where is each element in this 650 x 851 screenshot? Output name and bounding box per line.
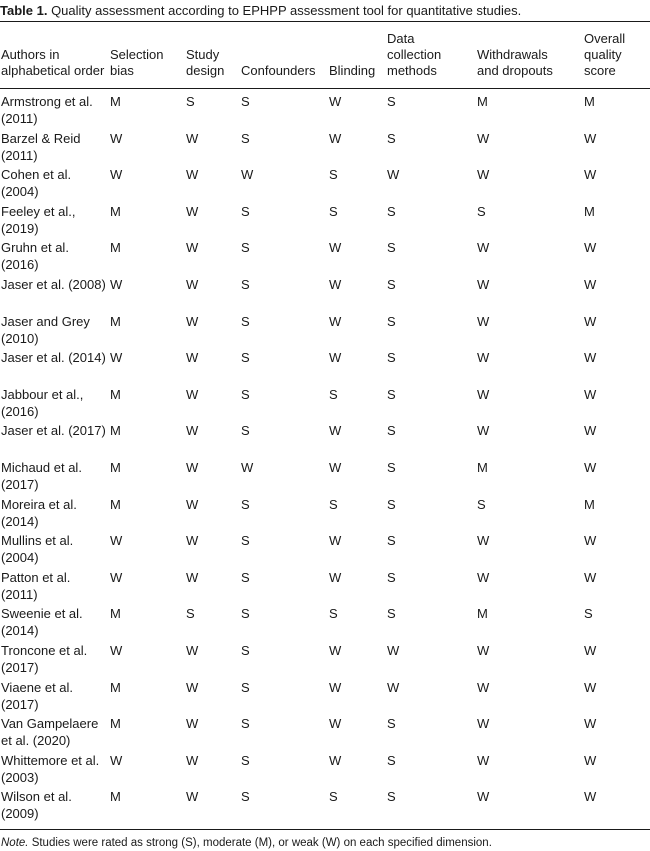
cell-blinding: W <box>329 679 342 695</box>
cell-study-design: W <box>186 679 199 695</box>
cell-confounders: S <box>241 240 250 256</box>
cell-author: Armstrong et al. (2011) <box>1 94 93 126</box>
cell-confounders: S <box>241 642 250 658</box>
cell-author: Troncone et al. (2017) <box>1 642 88 675</box>
cell-overall-quality-score: M <box>584 203 595 219</box>
cell-overall-quality-score: W <box>584 533 597 549</box>
table-body <box>0 89 650 821</box>
cell-withdrawals-and-dropouts: W <box>477 313 490 329</box>
cell-withdrawals-and-dropouts: W <box>477 350 490 366</box>
note-text: Studies were rated as strong (S), moderate (M), or weak (W) on each specified dimension. <box>28 837 492 849</box>
table-header <box>0 22 650 88</box>
cell-study-design: W <box>186 130 199 146</box>
cell-study-design: W <box>186 386 199 402</box>
cell-author: Michaud et al. (2017) <box>1 459 82 492</box>
cell-study-design: W <box>186 423 199 439</box>
cell-data-collection-methods: S <box>387 313 396 329</box>
cell-overall-quality-score: W <box>584 459 597 475</box>
cell-selection-bias: M <box>110 459 121 475</box>
cell-study-design: W <box>186 496 199 512</box>
cell-blinding: W <box>329 569 342 585</box>
cell-author: Jaser and Grey (2010) <box>1 313 90 346</box>
cell-blinding: S <box>329 496 338 512</box>
table-row <box>0 382 650 419</box>
cell-overall-quality-score: W <box>584 423 597 439</box>
cell-confounders: W <box>241 459 254 475</box>
table-row <box>0 675 650 712</box>
cell-confounders: S <box>241 276 250 292</box>
cell-data-collection-methods: S <box>387 569 396 585</box>
cell-confounders: S <box>241 496 250 512</box>
note-label: Note. <box>1 837 29 849</box>
cell-selection-bias: W <box>110 642 123 658</box>
cell-selection-bias: M <box>110 386 121 402</box>
cell-overall-quality-score: W <box>584 642 597 658</box>
cell-blinding: W <box>329 716 342 732</box>
cell-author: Jaser et al. (2017) <box>1 423 106 439</box>
cell-blinding: S <box>329 203 338 219</box>
cell-study-design: W <box>186 350 199 366</box>
cell-study-design: W <box>186 167 199 183</box>
table-row <box>0 455 650 492</box>
cell-selection-bias: W <box>110 752 123 768</box>
cell-confounders: S <box>241 130 250 146</box>
cell-blinding: W <box>329 642 342 658</box>
cell-author: Van Gampelaere et al. (2020) <box>1 716 99 749</box>
cell-selection-bias: W <box>110 533 123 549</box>
cell-withdrawals-and-dropouts: W <box>477 276 490 292</box>
table-row <box>0 638 650 675</box>
cell-selection-bias: M <box>110 423 121 439</box>
cell-overall-quality-score: W <box>584 716 597 732</box>
table-row <box>0 711 650 748</box>
cell-confounders: S <box>241 606 250 622</box>
cell-blinding: W <box>329 350 342 366</box>
cell-confounders: S <box>241 789 250 805</box>
cell-overall-quality-score: W <box>584 679 597 695</box>
table-row <box>0 784 650 821</box>
cell-author: Sweenie et al. (2014) <box>1 606 83 639</box>
cell-overall-quality-score: W <box>584 752 597 768</box>
cell-study-design: W <box>186 752 199 768</box>
cell-confounders: S <box>241 313 250 329</box>
cell-study-design: W <box>186 569 199 585</box>
cell-data-collection-methods: S <box>387 94 396 109</box>
cell-study-design: W <box>186 789 199 805</box>
cell-blinding: S <box>329 386 338 402</box>
cell-withdrawals-and-dropouts: W <box>477 716 490 732</box>
cell-selection-bias: W <box>110 130 123 146</box>
cell-data-collection-methods: S <box>387 240 396 256</box>
cell-author: Viaene et al. (2017) <box>1 679 74 712</box>
cell-selection-bias: M <box>110 94 121 109</box>
cell-selection-bias: M <box>110 716 121 732</box>
cell-author: Gruhn et al. (2016) <box>1 240 69 273</box>
bottom-rule <box>0 829 650 830</box>
cell-data-collection-methods: S <box>387 130 396 146</box>
cell-overall-quality-score: W <box>584 167 597 183</box>
table-row <box>0 126 650 163</box>
cell-author: Barzel & Reid (2011) <box>1 130 81 163</box>
cell-author: Moreira et al. (2014) <box>1 496 77 529</box>
cell-overall-quality-score: W <box>584 789 597 805</box>
cell-withdrawals-and-dropouts: W <box>477 240 490 256</box>
cell-data-collection-methods: W <box>387 167 400 183</box>
cell-study-design: W <box>186 240 199 256</box>
table-row <box>0 418 650 455</box>
cell-blinding: W <box>329 94 342 109</box>
cell-selection-bias: M <box>110 313 121 329</box>
cell-blinding: W <box>329 459 342 475</box>
cell-selection-bias: W <box>110 350 123 366</box>
cell-data-collection-methods: W <box>387 642 400 658</box>
cell-withdrawals-and-dropouts: W <box>477 642 490 658</box>
cell-confounders: S <box>241 94 250 109</box>
cell-study-design: W <box>186 276 199 292</box>
cell-selection-bias: M <box>110 679 121 695</box>
table-row <box>0 162 650 199</box>
cell-overall-quality-score: W <box>584 313 597 329</box>
cell-data-collection-methods: S <box>387 789 396 805</box>
cell-author: Patton et al. (2011) <box>1 569 71 602</box>
cell-author: Jaser et al. (2008) <box>1 276 106 292</box>
table-caption <box>0 3 650 19</box>
cell-withdrawals-and-dropouts: S <box>477 496 486 512</box>
cell-confounders: S <box>241 716 250 732</box>
cell-author: Mullins et al. (2004) <box>1 533 74 566</box>
cell-data-collection-methods: S <box>387 350 396 366</box>
cell-withdrawals-and-dropouts: W <box>477 167 490 183</box>
table-row <box>0 309 650 346</box>
cell-blinding: S <box>329 606 338 622</box>
cell-blinding: S <box>329 789 338 805</box>
cell-withdrawals-and-dropouts: W <box>477 752 490 768</box>
cell-overall-quality-score: W <box>584 386 597 402</box>
cell-data-collection-methods: S <box>387 496 396 512</box>
table-row <box>0 748 650 785</box>
cell-data-collection-methods: S <box>387 203 396 219</box>
header-study-design: Study design <box>186 47 225 78</box>
cell-blinding: W <box>329 752 342 768</box>
cell-author: Wilson et al. (2009) <box>1 789 72 822</box>
cell-confounders: S <box>241 203 250 219</box>
cell-overall-quality-score: W <box>584 240 597 256</box>
cell-confounders: S <box>241 533 250 549</box>
cell-withdrawals-and-dropouts: W <box>477 789 490 805</box>
cell-blinding: W <box>329 423 342 439</box>
table-row <box>0 89 650 126</box>
caption-text: Quality assessment according to EPHPP assessment tool for quantitative studies. <box>47 3 522 18</box>
cell-selection-bias: M <box>110 606 121 622</box>
header-authors: Authors in alphabetical order <box>1 47 105 78</box>
cell-blinding: W <box>329 533 342 549</box>
header-confounders: Confounders <box>241 63 316 78</box>
cell-blinding: W <box>329 130 342 146</box>
table-row <box>0 345 650 382</box>
cell-study-design: W <box>186 203 199 219</box>
header-withdrawals-and-dropouts: Withdrawals and dropouts <box>477 47 553 78</box>
cell-author: Jabbour et al., (2016) <box>1 386 84 419</box>
cell-selection-bias: M <box>110 496 121 512</box>
cell-blinding: S <box>329 167 338 183</box>
cell-blinding: W <box>329 313 342 329</box>
table-row <box>0 528 650 565</box>
cell-author: Cohen et al. (2004) <box>1 167 72 200</box>
cell-withdrawals-and-dropouts: W <box>477 386 490 402</box>
cell-study-design: W <box>186 716 199 732</box>
cell-data-collection-methods: S <box>387 606 396 622</box>
header-blinding: Blinding <box>329 63 376 78</box>
table-row <box>0 235 650 272</box>
caption-label: Table 1. <box>0 3 48 18</box>
table-note <box>1 836 492 850</box>
cell-study-design: W <box>186 459 199 475</box>
table-row <box>0 565 650 602</box>
header-data-collection-methods: Data collection methods <box>387 31 442 78</box>
cell-data-collection-methods: S <box>387 386 396 402</box>
cell-author: Jaser et al. (2014) <box>1 350 106 366</box>
cell-data-collection-methods: W <box>387 679 400 695</box>
cell-confounders: S <box>241 350 250 366</box>
cell-data-collection-methods: S <box>387 533 396 549</box>
cell-study-design: W <box>186 313 199 329</box>
cell-withdrawals-and-dropouts: W <box>477 423 490 439</box>
cell-data-collection-methods: S <box>387 423 396 439</box>
cell-overall-quality-score: M <box>584 496 595 512</box>
cell-overall-quality-score: W <box>584 569 597 585</box>
cell-selection-bias: M <box>110 203 121 219</box>
cell-confounders: S <box>241 569 250 585</box>
cell-withdrawals-and-dropouts: W <box>477 679 490 695</box>
header-selection-bias: Selection bias <box>110 47 164 78</box>
cell-author: Feeley et al., (2019) <box>1 203 76 236</box>
cell-confounders: S <box>241 679 250 695</box>
cell-study-design: S <box>186 94 195 109</box>
cell-withdrawals-and-dropouts: S <box>477 203 486 219</box>
cell-overall-quality-score: S <box>584 606 593 622</box>
cell-selection-bias: W <box>110 276 123 292</box>
cell-confounders: S <box>241 386 250 402</box>
cell-withdrawals-and-dropouts: W <box>477 533 490 549</box>
cell-selection-bias: M <box>110 240 121 256</box>
cell-selection-bias: M <box>110 789 121 805</box>
cell-data-collection-methods: S <box>387 752 396 768</box>
header-overall-quality-score: Overall quality score <box>584 31 626 78</box>
cell-confounders: S <box>241 752 250 768</box>
cell-data-collection-methods: S <box>387 716 396 732</box>
cell-withdrawals-and-dropouts: M <box>477 94 488 109</box>
cell-confounders: S <box>241 423 250 439</box>
cell-overall-quality-score: M <box>584 94 595 109</box>
cell-data-collection-methods: S <box>387 276 396 292</box>
cell-author: Whittemore et al. (2003) <box>1 752 100 785</box>
table-row <box>0 272 650 309</box>
cell-study-design: W <box>186 642 199 658</box>
cell-overall-quality-score: W <box>584 276 597 292</box>
cell-withdrawals-and-dropouts: M <box>477 459 488 475</box>
cell-confounders: W <box>241 167 254 183</box>
table-row <box>0 199 650 236</box>
cell-data-collection-methods: S <box>387 459 396 475</box>
cell-overall-quality-score: W <box>584 130 597 146</box>
table-row <box>0 492 650 529</box>
cell-study-design: S <box>186 606 195 622</box>
cell-study-design: W <box>186 533 199 549</box>
cell-withdrawals-and-dropouts: W <box>477 130 490 146</box>
cell-selection-bias: W <box>110 569 123 585</box>
cell-withdrawals-and-dropouts: W <box>477 569 490 585</box>
cell-blinding: W <box>329 276 342 292</box>
table-row <box>0 601 650 638</box>
cell-withdrawals-and-dropouts: M <box>477 606 488 622</box>
cell-blinding: W <box>329 240 342 256</box>
cell-overall-quality-score: W <box>584 350 597 366</box>
cell-selection-bias: W <box>110 167 123 183</box>
